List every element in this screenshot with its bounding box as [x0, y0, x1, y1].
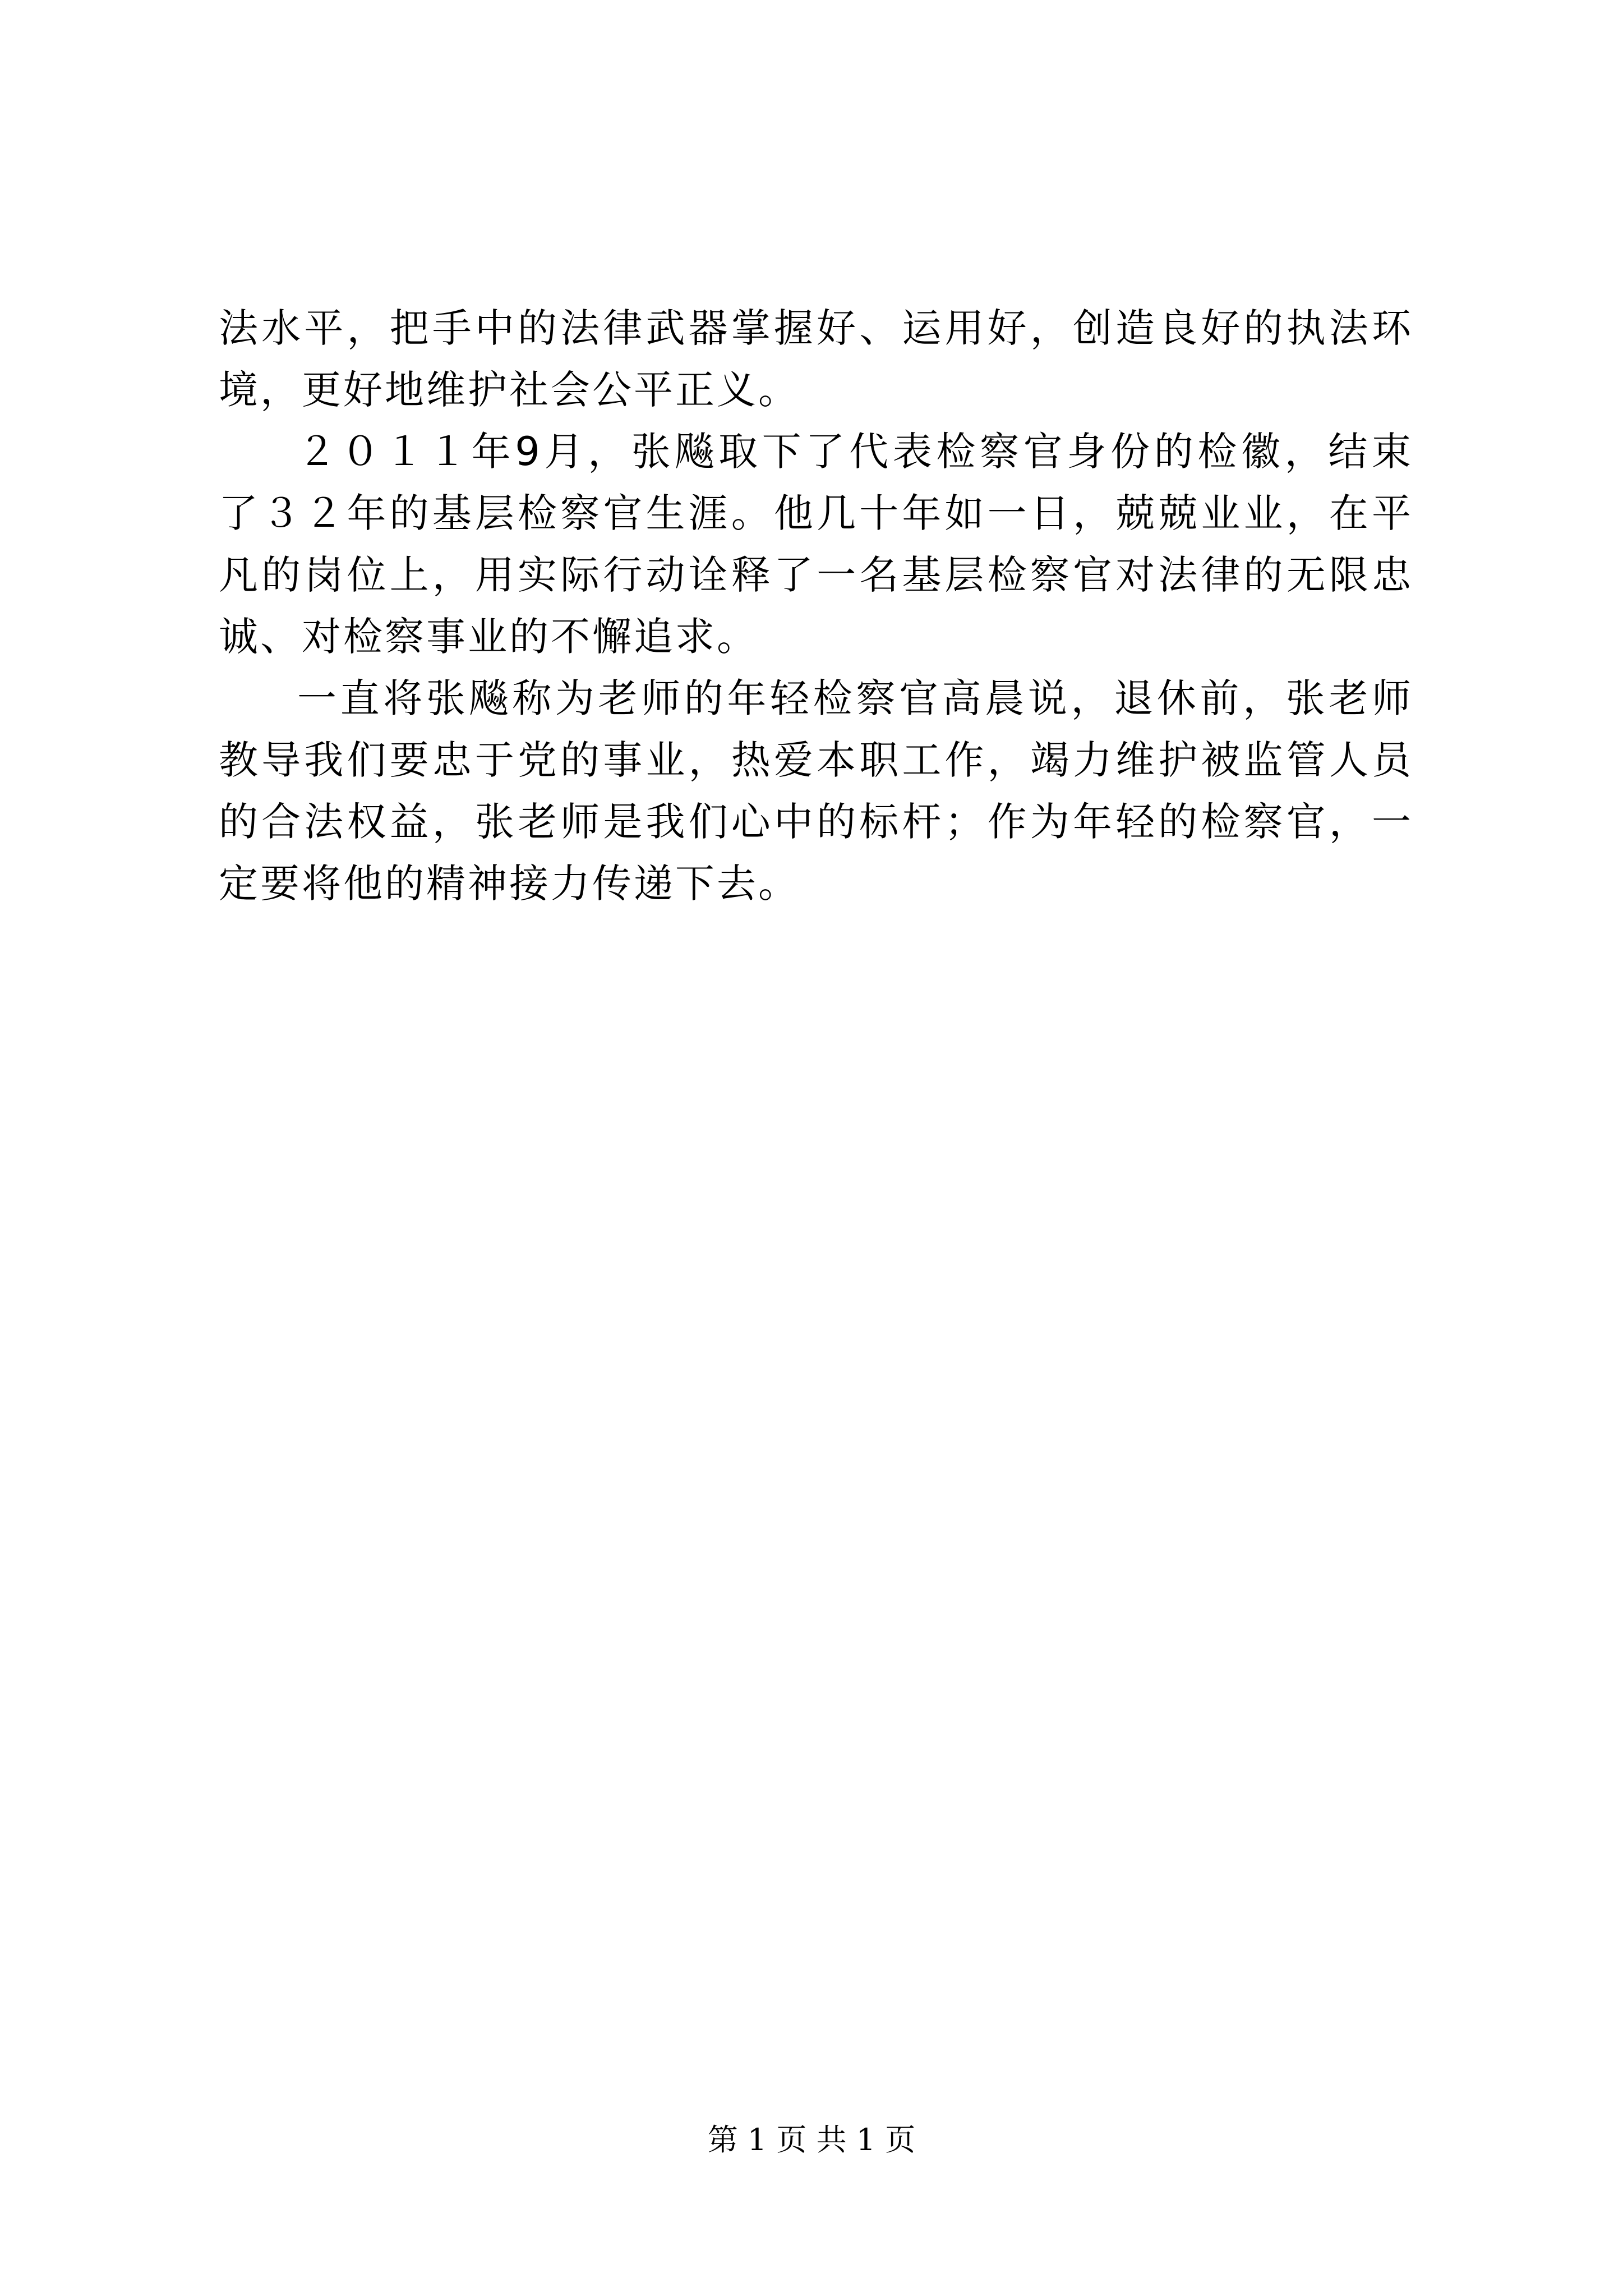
paragraph-2: [219, 421, 1413, 668]
text-line: 教导我们要忠于党的事业，热爱本职工作，竭力维护被监管人员: [219, 737, 1413, 783]
text-line: ２０１１年9月，张飚取下了代表检察官身份的检徽，结束: [297, 429, 1413, 475]
body-text: [219, 297, 1413, 914]
text-line: 境，更好地维护社会公平正义。: [219, 367, 800, 413]
text-line: 定要将他的精神接力传递下去。: [219, 861, 800, 907]
text-line: 法水平，把手中的法律武器掌握好、运用好，创造良好的执法环: [219, 305, 1413, 351]
text-line: 了３２年的基层检察官生涯。他几十年如一日，兢兢业业，在平: [219, 490, 1413, 536]
text-line: 凡的岗位上，用实际行动诠释了一名基层检察官对法律的无限忠: [219, 552, 1413, 598]
page-footer: 第 1 页 共 1 页: [707, 2122, 916, 2157]
paragraph-3: [219, 668, 1413, 914]
text-line: 的合法权益，张老师是我们心中的标杆；作为年轻的检察官，一: [219, 799, 1413, 845]
text-line: 一直将张飚称为老师的年轻检察官高晨说，退休前，张老师: [297, 675, 1413, 721]
text-line: 诚、对检察事业的不懈追求。: [219, 614, 758, 660]
paragraph-1: [219, 297, 1413, 421]
